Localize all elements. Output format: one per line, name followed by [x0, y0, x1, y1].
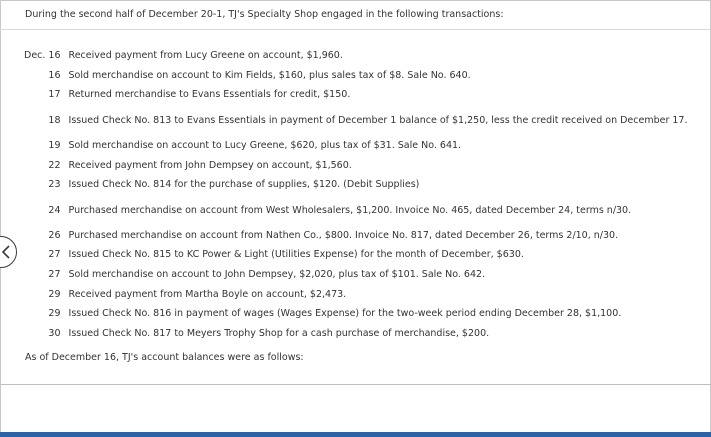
transaction-description: [69, 304, 694, 324]
transaction-date: 30: [48, 327, 61, 339]
transaction-text: Issued Check No. 816 in payment of wages (Wages Expense) for the two-week period ending December 28, $1,100.: [68, 308, 622, 320]
transaction-description: [69, 155, 694, 175]
transaction-row: [24, 304, 694, 324]
transaction-row: [24, 195, 694, 226]
transaction-row: [24, 284, 694, 304]
transaction-row: [24, 175, 694, 195]
transaction-description: [69, 324, 694, 344]
transaction-text: Issued Check No. 817 to Meyers Trophy Shop for a cash purchase of merchandise, $200.: [68, 327, 490, 339]
transaction-date: 18: [48, 114, 61, 126]
transaction-text: Issued Check No. 813 to Evans Essentials in payment of December 1 balance of $1,250, less the credit received on December 17.: [68, 114, 688, 126]
transaction-row: [24, 85, 694, 105]
transaction-row: [24, 155, 694, 175]
transaction-text: Received payment from John Dempsey on account, $1,560.: [68, 159, 352, 171]
bottom-accent-bar: [0, 432, 711, 437]
transaction-row: [24, 226, 694, 246]
transaction-date: 24: [48, 204, 61, 216]
transaction-description: [69, 85, 694, 105]
transaction-date: 22: [48, 159, 61, 171]
transaction-row: [24, 245, 694, 265]
transaction-text: Received payment from Lucy Greene on account, $1,960.: [68, 50, 343, 62]
transaction-description: [69, 105, 694, 136]
transaction-date: 27: [48, 269, 61, 281]
transaction-text: Sold merchandise on account to John Dempsey, $2,020, plus tax of $101. Sale No. 642.: [68, 269, 486, 281]
transaction-date: 19: [48, 140, 61, 152]
transaction-row: [24, 66, 694, 86]
transaction-description: [69, 46, 694, 66]
transaction-description: [69, 66, 694, 86]
transaction-date: 26: [48, 229, 61, 241]
transaction-text: Issued Check No. 815 to KC Power & Light (Utilities Expense) for the month of December, $630.: [68, 249, 524, 261]
transaction-description: [69, 136, 694, 156]
transaction-description: [69, 226, 694, 246]
transaction-row: [24, 136, 694, 156]
chevron-left-icon: [1, 245, 11, 259]
transaction-description: [69, 175, 694, 195]
transaction-date: 23: [48, 179, 61, 191]
transaction-description: [69, 245, 694, 265]
transaction-date: 29: [48, 308, 61, 320]
transaction-description: [69, 265, 694, 285]
balances-intro-text: As of December 16, TJ's account balances were as follows:: [25, 352, 304, 363]
divider-bottom: [0, 384, 711, 385]
transaction-text: Sold merchandise on account to Kim Fields, $160, plus sales tax of $8. Sale No. 640.: [68, 69, 471, 81]
transaction-row: [24, 265, 694, 285]
transaction-text: Issued Check No. 814 for the purchase of supplies, $120. (Debit Supplies): [68, 179, 420, 191]
transaction-description: [69, 195, 694, 226]
transaction-row: [24, 324, 694, 344]
transaction-date: 17: [48, 89, 61, 101]
transaction-text: Purchased merchandise on account from West Wholesalers, $1,200. Invoice No. 465, dated December 24, terms n/30.: [68, 204, 632, 216]
transaction-row: [24, 46, 694, 66]
transaction-date: Dec. 16: [24, 50, 61, 62]
transactions-table: [24, 46, 694, 343]
intro-text: During the second half of December 20-1, TJ's Specialty Shop engaged in the following transactions:: [25, 9, 504, 20]
transaction-date: 16: [48, 69, 61, 81]
transaction-text: Received payment from Martha Boyle on account, $2,473.: [68, 288, 347, 300]
transaction-text: Purchased merchandise on account from Nathen Co., $800. Invoice No. 817, dated December 26, terms 2/10, n/30.: [68, 229, 619, 241]
divider-top: [0, 29, 711, 30]
transaction-text: Returned merchandise to Evans Essentials for credit, $150.: [68, 89, 351, 101]
transaction-date: 27: [48, 249, 61, 261]
transaction-date: 29: [48, 288, 61, 300]
transaction-row: [24, 105, 694, 136]
transaction-description: [69, 284, 694, 304]
transaction-text: Sold merchandise on account to Lucy Greene, $620, plus tax of $31. Sale No. 641.: [68, 140, 462, 152]
